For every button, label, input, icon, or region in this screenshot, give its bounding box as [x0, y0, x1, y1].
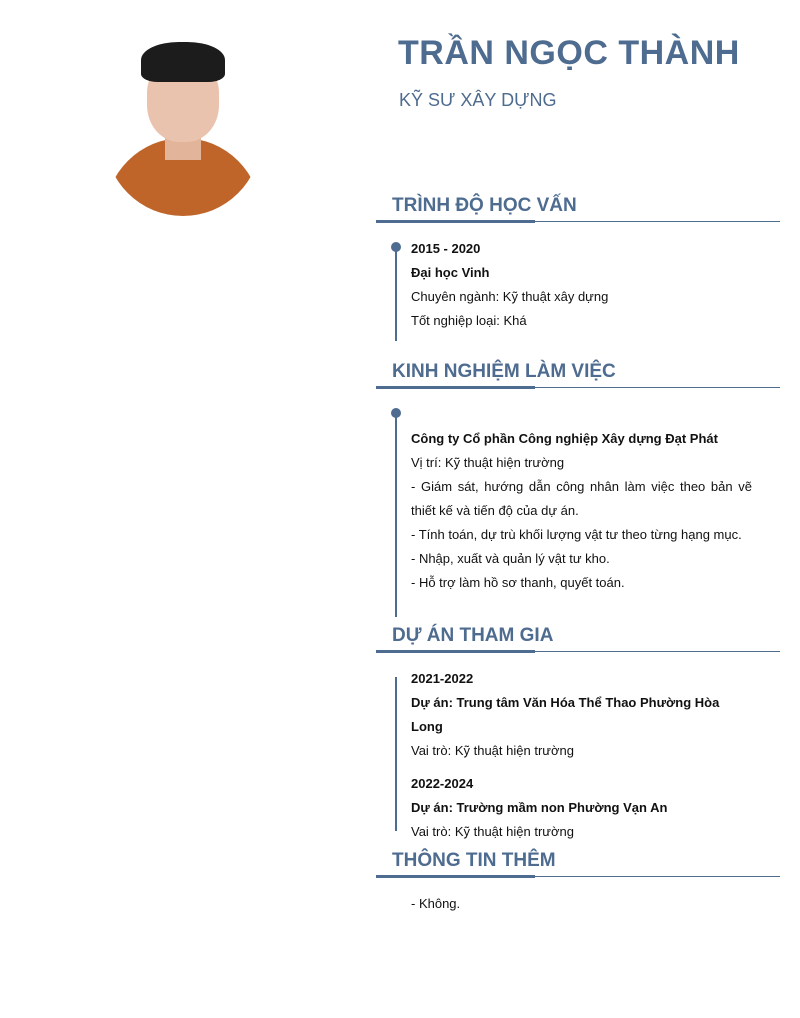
experience-position: Vị trí: Kỹ thuật hiện trường — [411, 455, 565, 470]
profile-photo — [105, 40, 261, 216]
project-name: Dự án: Trường mầm non Phường Vạn An — [411, 800, 668, 815]
education-school: Đại học Vinh — [411, 265, 490, 280]
section-heading: KINH NGHIỆM LÀM VIỆC — [392, 361, 616, 382]
section-heading: DỰ ÁN THAM GIA — [392, 625, 554, 646]
candidate-name: TRẦN NGỌC THÀNH — [398, 34, 740, 72]
additional-content — [376, 892, 780, 916]
experience-duty: - Hỗ trợ làm hồ sơ thanh, quyết toán. — [411, 575, 625, 590]
project-name: Dự án: Trung tâm Văn Hóa Thể Thao Phường Hòa Long — [411, 695, 720, 734]
projects-timeline — [376, 667, 780, 839]
additional-section — [376, 847, 780, 916]
section-divider — [376, 386, 780, 389]
education-grade: Tốt nghiệp loại: Khá — [411, 313, 527, 328]
education-period: 2015 - 2020 — [411, 241, 481, 256]
project-period: 2022-2024 — [411, 776, 474, 791]
project-role: Vai trò: Kỹ thuật hiện trường — [411, 743, 574, 758]
education-section — [376, 192, 780, 341]
experience-company: Công ty Cổ phần Công nghiệp Xây dựng Đạt Phát — [411, 431, 718, 446]
project-period: 2021-2022 — [411, 671, 474, 686]
section-heading: TRÌNH ĐỘ HỌC VẤN — [392, 195, 577, 216]
education-timeline — [376, 237, 780, 341]
section-heading: THÔNG TIN THÊM — [392, 850, 556, 871]
education-major: Chuyên ngành: Kỹ thuật xây dựng — [411, 289, 609, 304]
experience-duty: - Giám sát, hướng dẫn công nhân làm việc theo bản vẽ — [411, 479, 752, 494]
experience-duty: - Nhập, xuất và quản lý vật tư kho. — [411, 551, 610, 566]
candidate-role: KỸ SƯ XÂY DỰNG — [399, 90, 557, 110]
timeline-dot-icon — [391, 408, 401, 418]
timeline-dot-icon — [391, 242, 401, 252]
projects-section — [376, 622, 780, 839]
section-divider — [376, 220, 780, 223]
project-role: Vai trò: Kỹ thuật hiện trường — [411, 824, 574, 839]
experience-timeline — [376, 403, 780, 617]
experience-duty: thiết kế và tiến độ của dự án. — [411, 503, 579, 518]
experience-duty: - Tính toán, dự trù khối lượng vật tư theo từng hạng mục. — [411, 527, 742, 542]
experience-section — [376, 358, 780, 617]
section-divider — [376, 875, 780, 878]
additional-text: - Không. — [411, 896, 461, 911]
section-divider — [376, 650, 780, 653]
